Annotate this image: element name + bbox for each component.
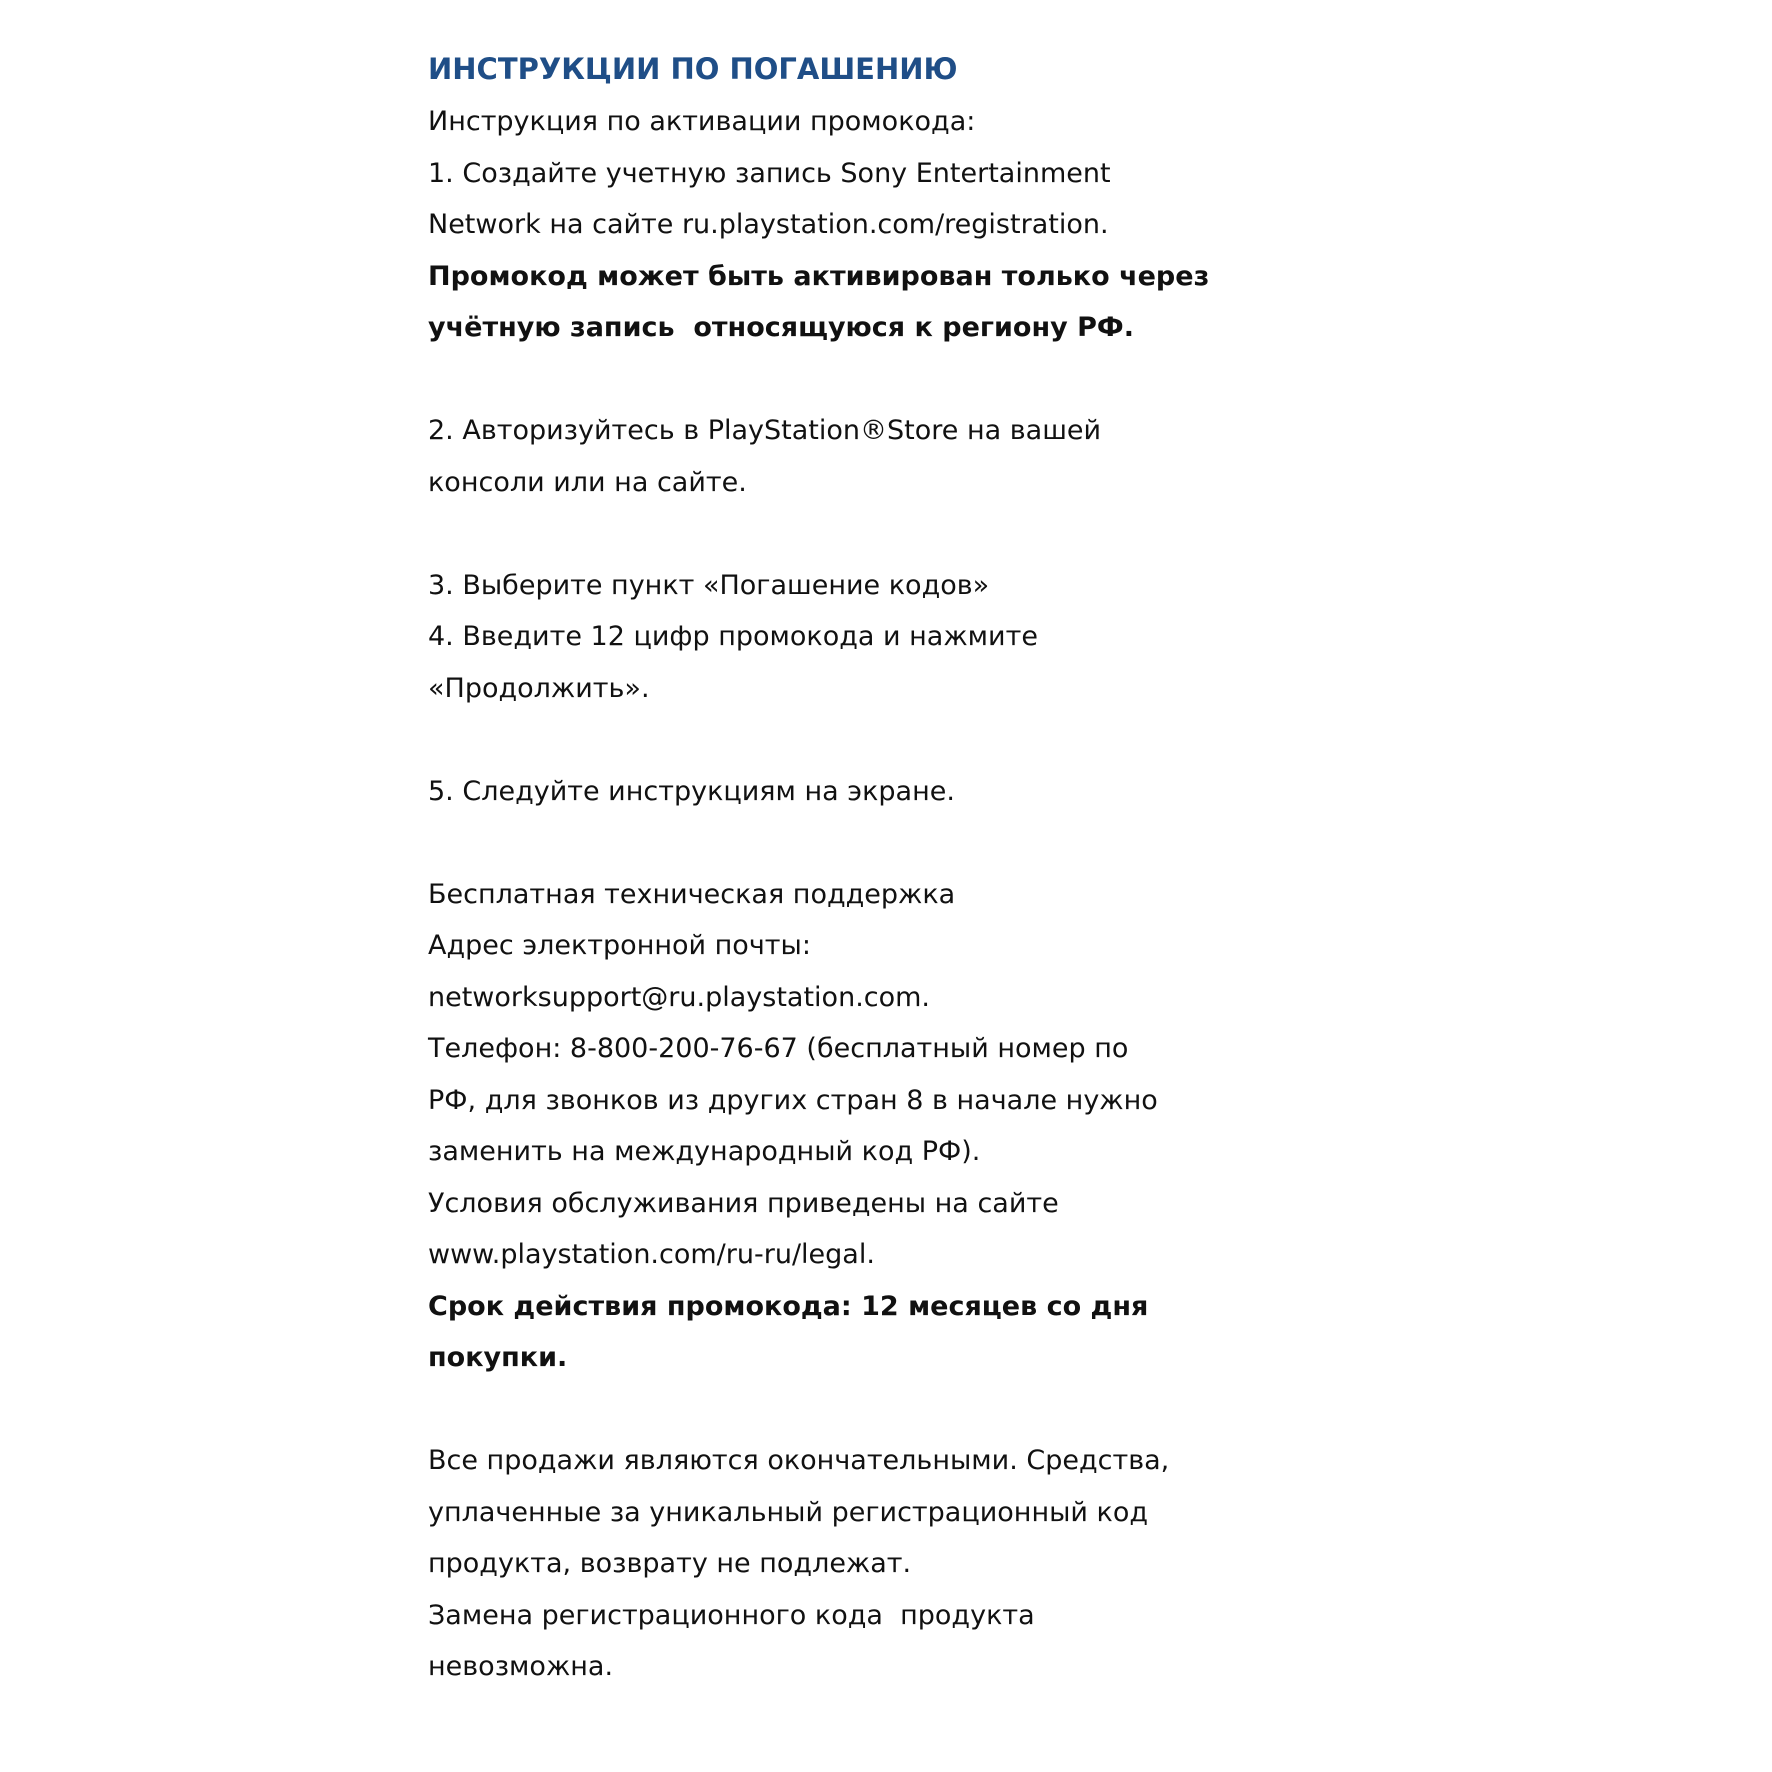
document-title: ИНСТРУКЦИИ ПО ПОГАШЕНИЮ <box>428 52 958 86</box>
text-line: Условия обслуживания приведены на сайте <box>428 1187 1059 1219</box>
text-line: Телефон: 8-800-200-76-67 (бесплатный номер по <box>428 1033 1129 1064</box>
text-line: Срок действия промокода: 12 месяцев со дня <box>428 1290 1149 1322</box>
text-line: учётную запись относящуюся к региону РФ. <box>428 312 1134 343</box>
text-line: покупки. <box>428 1342 568 1373</box>
text-line: Адрес электронной почты: <box>428 930 811 961</box>
text-line: уплаченные за уникальный регистрационный код <box>428 1496 1149 1528</box>
text-line: «Продолжить». <box>428 672 650 704</box>
redemption-instructions <box>428 42 1728 1693</box>
blank-line <box>428 354 1728 406</box>
text-line: невозможна. <box>428 1651 614 1682</box>
instructions-body <box>428 96 1728 1693</box>
text-line: www.playstation.com/ru-ru/legal. <box>428 1239 875 1270</box>
text-line: Инструкция по активации промокода: <box>428 106 976 137</box>
text-line: Промокод может быть активирован только через <box>428 260 1210 292</box>
text-line: 4. Введите 12 цифр промокода и нажмите <box>428 621 1038 652</box>
blank-line <box>428 714 1728 766</box>
text-line: Бесплатная техническая поддержка <box>428 878 956 910</box>
text-line: 2. Авторизуйтесь в PlayStation®Store на вашей <box>428 415 1102 446</box>
text-line: заменить на международный код РФ). <box>428 1136 981 1167</box>
blank-line <box>428 817 1728 869</box>
text-line: 5. Следуйте инструкциям на экране. <box>428 775 955 807</box>
blank-line <box>428 508 1728 560</box>
text-line: 1. Создайте учетную запись Sony Entertainment <box>428 157 1111 189</box>
text-line: РФ, для звонков из других стран 8 в начале нужно <box>428 1084 1158 1116</box>
text-line: Замена регистрационного кода продукта <box>428 1599 1035 1631</box>
blank-line <box>428 1384 1728 1436</box>
text-line: 3. Выберите пункт «Погашение кодов» <box>428 569 990 601</box>
text-line: Все продажи являются окончательными. Средства, <box>428 1445 1170 1476</box>
text-line: networksupport@ru.playstation.com. <box>428 981 931 1013</box>
text-line: продукта, возврату не подлежат. <box>428 1548 912 1579</box>
text-line: Network на сайте ru.playstation.com/registration. <box>428 209 1109 240</box>
text-line: консоли или на сайте. <box>428 466 747 498</box>
